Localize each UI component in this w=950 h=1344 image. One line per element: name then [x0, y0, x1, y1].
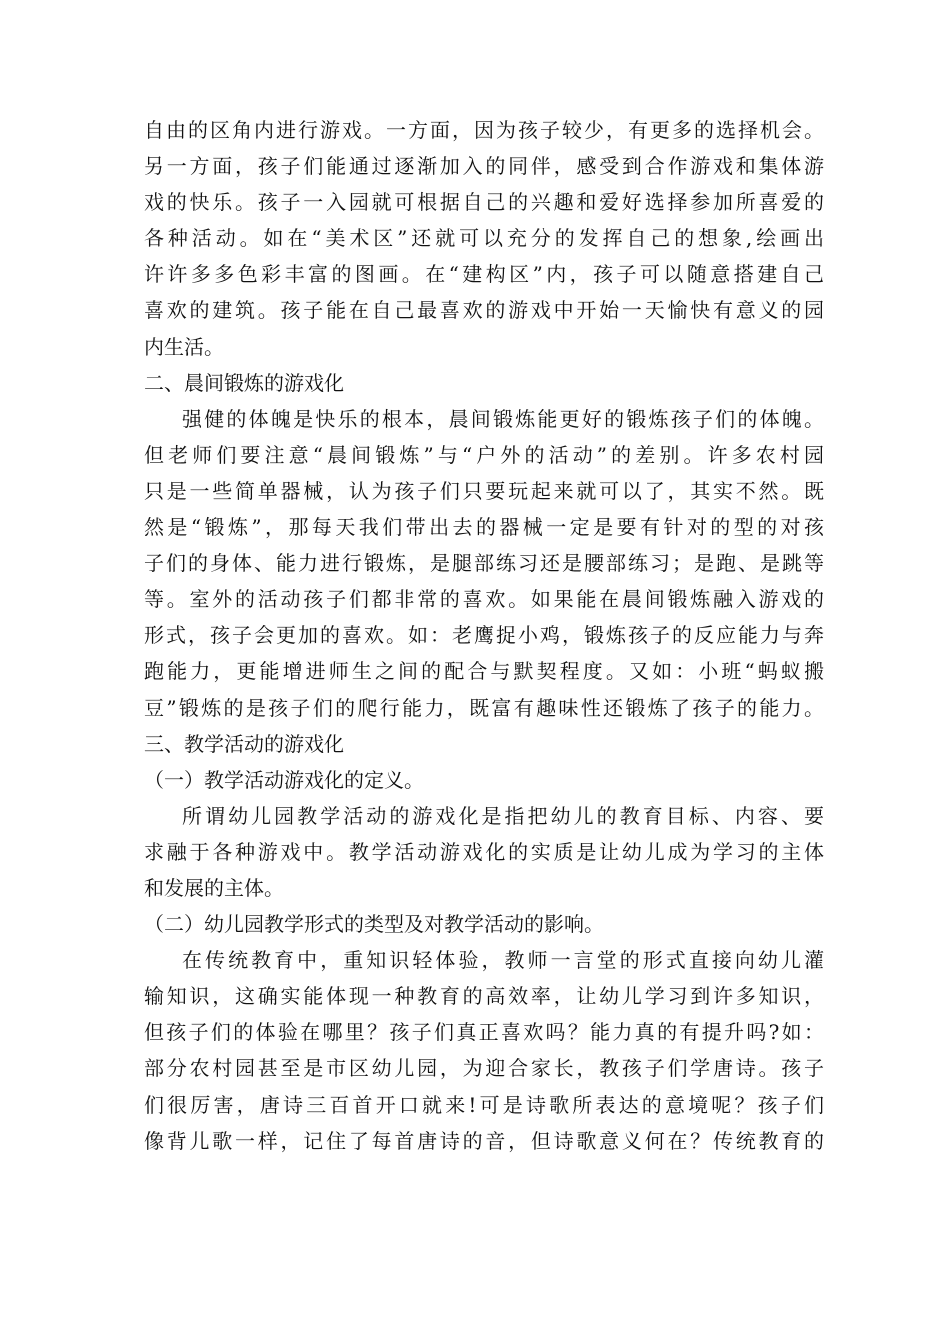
text-line: 在传统教育中，重知识轻体验，教师一言堂的形式直接向幼儿灌	[182, 948, 824, 973]
text-line: 自由的区角内进行游戏。一方面，因为孩子较少，有更多的选择机会。	[144, 118, 824, 142]
text-line: 许许多多色彩丰富的图画。在“建构区”内，孩子可以随意搭建自己	[144, 262, 824, 287]
text-line: 喜欢的建筑。孩子能在自己最喜欢的游戏中开始一天愉快有意义的园	[144, 298, 824, 323]
text-line: 所谓幼儿园教学活动的游戏化是指把幼儿的教育目标、内容、要	[182, 803, 824, 828]
text-line: 等。室外的活动孩子们都非常的喜欢。如果能在晨间锻炼融入游戏的	[144, 587, 824, 612]
text-line: 另一方面，孩子们能通过逐渐加入的同伴，感受到合作游戏和集体游	[144, 154, 824, 179]
text-line: 跑能力，更能增进师生之间的配合与默契程度。又如：小班“蚂蚁搬	[144, 659, 824, 684]
document-body	[144, 112, 824, 1159]
text-line: 像背儿歌一样，记住了每首唐诗的音，但诗歌意义何在？传统教育的	[144, 1128, 824, 1153]
text-line: 形式，孩子会更加的喜欢。如：老鹰捉小鸡，锻炼孩子的反应能力与奔	[144, 623, 824, 648]
text-line: 然是“锻炼”，那每天我们带出去的器械一定是要有针对的型的对孩	[144, 515, 824, 540]
text-line: 只是一些简单器械，认为孩子们只要玩起来就可以了，其实不然。既	[144, 478, 824, 503]
text-line: 戏的快乐。孩子一入园就可根据自己的兴趣和爱好选择参加所喜爱的	[144, 190, 824, 215]
text-line: 但老师们要注意“晨间锻炼”与“户外的活动”的差别。许多农村园	[144, 442, 824, 467]
text-line: 内生活。	[144, 334, 224, 359]
text-line: （一）教学活动游戏化的定义。	[144, 767, 424, 792]
text-line: （二）幼儿园教学形式的类型及对教学活动的影响。	[144, 912, 604, 937]
text-line: 输知识，这确实能体现一种教育的高效率，让幼儿学习到许多知识，	[144, 984, 824, 1009]
text-line: 三、教学活动的游戏化	[144, 731, 344, 756]
text-line: 强健的体魄是快乐的根本，晨间锻炼能更好的锻炼孩子们的体魄。	[182, 406, 824, 431]
text-line: 们很厉害，唐诗三百首开口就来!可是诗歌所表达的意境呢？孩子们	[144, 1092, 824, 1117]
text-line: 求融于各种游戏中。教学活动游戏化的实质是让幼儿成为学习的主体	[144, 839, 824, 864]
text-line: 豆”锻炼的是孩子们的爬行能力，既富有趣味性还锻炼了孩子的能力。	[144, 695, 824, 720]
text-line: 部分农村园甚至是市区幼儿园，为迎合家长，教孩子们学唐诗。孩子	[144, 1056, 824, 1081]
text-line: 各种活动。如在“美术区”还就可以充分的发挥自己的想象,绘画出	[144, 226, 824, 251]
text-line: 和发展的主体。	[144, 875, 284, 900]
text-line: 但孩子们的体验在哪里？孩子们真正喜欢吗？能力真的有提升吗?如：	[144, 1020, 824, 1045]
text-line: 子们的身体、能力进行锻炼，是腿部练习还是腰部练习；是跑、是跳等	[144, 551, 824, 576]
text-line: 二、晨间锻炼的游戏化	[144, 370, 344, 395]
